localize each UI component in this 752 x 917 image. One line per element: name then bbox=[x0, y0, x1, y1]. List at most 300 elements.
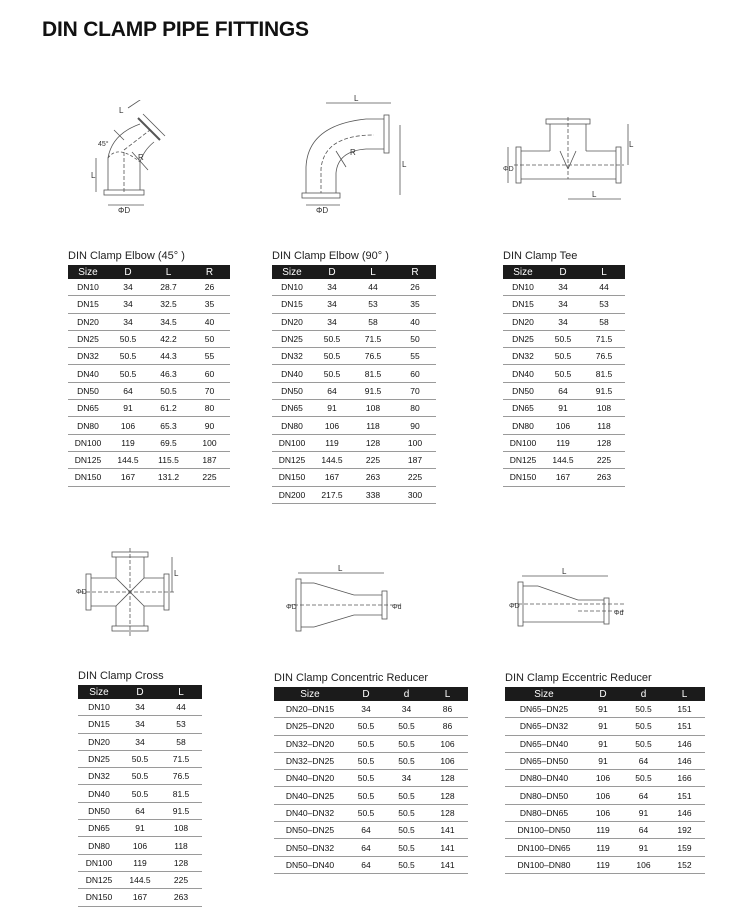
table-cell: DN15 bbox=[78, 716, 120, 733]
table-cell: DN25 bbox=[503, 330, 543, 347]
table-cell: 50.5 bbox=[623, 770, 664, 787]
table-cell: 50.5 bbox=[543, 365, 583, 382]
table-cell: 44.3 bbox=[148, 348, 189, 365]
table-cell: DN80–DN40 bbox=[505, 770, 583, 787]
table-cell: 187 bbox=[189, 451, 230, 468]
table-cell: 217.5 bbox=[312, 486, 352, 503]
table-row bbox=[68, 296, 230, 313]
table-cell: DN25 bbox=[68, 330, 108, 347]
table-cell: 50.5 bbox=[312, 348, 352, 365]
table-cell: 119 bbox=[108, 434, 148, 451]
table-cell: 50.5 bbox=[346, 752, 386, 769]
table-cell: DN125 bbox=[272, 451, 312, 468]
column-header: L bbox=[427, 687, 468, 701]
table-cell: 225 bbox=[160, 871, 202, 888]
table-cell: 187 bbox=[394, 451, 436, 468]
table-row bbox=[78, 837, 202, 854]
table-cell: 28.7 bbox=[148, 279, 189, 296]
table-cell: 338 bbox=[352, 486, 394, 503]
table-cell: 91.5 bbox=[352, 382, 394, 399]
table-row bbox=[272, 313, 436, 330]
table-caption: DIN Clamp Concentric Reducer bbox=[274, 672, 429, 684]
table-cell: 128 bbox=[583, 434, 625, 451]
table-cell: 34 bbox=[543, 296, 583, 313]
table-cell: 64 bbox=[346, 839, 386, 856]
table-cell: 141 bbox=[427, 839, 468, 856]
table-row bbox=[272, 434, 436, 451]
table-row bbox=[503, 348, 625, 365]
table-cell: DN32 bbox=[503, 348, 543, 365]
table-cell: 106 bbox=[583, 804, 623, 821]
table-row bbox=[68, 417, 230, 434]
table-cell: 118 bbox=[352, 417, 394, 434]
table-row bbox=[272, 348, 436, 365]
table-cell: 106 bbox=[312, 417, 352, 434]
tee-l-bottom-label: L bbox=[592, 190, 597, 199]
table-cell: 300 bbox=[394, 486, 436, 503]
table-cell: 225 bbox=[394, 469, 436, 486]
table-row bbox=[78, 768, 202, 785]
table-cell: 35 bbox=[189, 296, 230, 313]
table-cell: 91 bbox=[623, 839, 664, 856]
table-cell: 263 bbox=[160, 889, 202, 906]
table-cell: DN50–DN40 bbox=[274, 856, 346, 873]
column-header: L bbox=[583, 265, 625, 279]
table-cell: 50.5 bbox=[623, 701, 664, 718]
table-cell: 55 bbox=[394, 348, 436, 365]
table-cell: 34 bbox=[108, 313, 148, 330]
column-header: L bbox=[664, 687, 705, 701]
table-row bbox=[78, 750, 202, 767]
table-cell: DN10 bbox=[272, 279, 312, 296]
table-cell: 100 bbox=[189, 434, 230, 451]
table-cell: 167 bbox=[108, 469, 148, 486]
table-row bbox=[68, 400, 230, 417]
table-row bbox=[503, 279, 625, 296]
table-cell: 50.5 bbox=[108, 330, 148, 347]
table-cell: 50.5 bbox=[386, 787, 427, 804]
table-cell: 50 bbox=[189, 330, 230, 347]
table-cell: DN40–DN25 bbox=[274, 787, 346, 804]
table-row bbox=[503, 382, 625, 399]
table-cell: DN100–DN65 bbox=[505, 839, 583, 856]
cross-table bbox=[78, 685, 202, 907]
table-row bbox=[274, 839, 468, 856]
table-row bbox=[505, 856, 705, 873]
table-cell: 144.5 bbox=[543, 451, 583, 468]
table-cell: DN50 bbox=[272, 382, 312, 399]
elbow-45-diagram bbox=[88, 100, 198, 218]
column-header: d bbox=[386, 687, 427, 701]
table-cell: 34 bbox=[543, 313, 583, 330]
table-row bbox=[503, 451, 625, 468]
page-title: DIN CLAMP PIPE FITTINGS bbox=[42, 18, 309, 41]
table-row bbox=[274, 752, 468, 769]
table-cell: 90 bbox=[189, 417, 230, 434]
table-cell: DN50–DN32 bbox=[274, 839, 346, 856]
table-cell: 141 bbox=[427, 822, 468, 839]
table-cell: DN65–DN40 bbox=[505, 735, 583, 752]
table-cell: 91 bbox=[543, 400, 583, 417]
tee-d-label: ΦD bbox=[503, 166, 514, 173]
elbow-90-r-label: R bbox=[350, 148, 356, 157]
table-cell: 34 bbox=[346, 701, 386, 718]
table-cell: 91 bbox=[583, 752, 623, 769]
table-cell: 50.5 bbox=[346, 804, 386, 821]
table-cell: 55 bbox=[189, 348, 230, 365]
table-cell: 106 bbox=[120, 837, 160, 854]
table-cell: DN10 bbox=[503, 279, 543, 296]
table-cell: 65.3 bbox=[148, 417, 189, 434]
table-cell: 50.5 bbox=[386, 804, 427, 821]
table-cell: 108 bbox=[583, 400, 625, 417]
table-row bbox=[272, 469, 436, 486]
table-cell: 144.5 bbox=[312, 451, 352, 468]
table-caption: DIN Clamp Tee bbox=[503, 250, 578, 262]
table-cell: 225 bbox=[583, 451, 625, 468]
elbow-45-l-label: L bbox=[91, 171, 96, 180]
table-cell: DN32 bbox=[78, 768, 120, 785]
table-header-row bbox=[505, 687, 705, 701]
table-row bbox=[274, 701, 468, 718]
table-cell: 50.5 bbox=[386, 822, 427, 839]
tee-table bbox=[503, 265, 625, 487]
table-cell: 192 bbox=[664, 822, 705, 839]
table-row bbox=[274, 822, 468, 839]
table-cell: DN32–DN25 bbox=[274, 752, 346, 769]
table-row bbox=[68, 279, 230, 296]
table-cell: DN65 bbox=[78, 820, 120, 837]
table-row bbox=[272, 486, 436, 503]
table-cell: 91 bbox=[120, 820, 160, 837]
concentric-l-label: L bbox=[338, 565, 343, 573]
table-cell: 34 bbox=[312, 296, 352, 313]
table-cell: 86 bbox=[427, 718, 468, 735]
table-row bbox=[272, 417, 436, 434]
table-cell: 146 bbox=[664, 752, 705, 769]
table-row bbox=[272, 365, 436, 382]
table-row bbox=[274, 804, 468, 821]
table-cell: DN25 bbox=[78, 750, 120, 767]
table-cell: 64 bbox=[346, 822, 386, 839]
table-cell: 34 bbox=[120, 716, 160, 733]
table-cell: DN65 bbox=[272, 400, 312, 417]
table-row bbox=[274, 735, 468, 752]
table-cell: 50.5 bbox=[543, 330, 583, 347]
table-cell: 71.5 bbox=[583, 330, 625, 347]
table-cell: DN50 bbox=[503, 382, 543, 399]
table-cell: DN40 bbox=[78, 785, 120, 802]
table-cell: 151 bbox=[664, 718, 705, 735]
table-row bbox=[272, 451, 436, 468]
table-cell: 119 bbox=[120, 854, 160, 871]
table-cell: 91 bbox=[312, 400, 352, 417]
table-cell: 32.5 bbox=[148, 296, 189, 313]
table-cell: 144.5 bbox=[108, 451, 148, 468]
table-header-row bbox=[274, 687, 468, 701]
table-row bbox=[503, 417, 625, 434]
column-header: Size bbox=[68, 265, 108, 279]
table-cell: DN80–DN65 bbox=[505, 804, 583, 821]
table-cell: DN150 bbox=[272, 469, 312, 486]
table-cell: 64 bbox=[120, 802, 160, 819]
table-cell: DN32 bbox=[68, 348, 108, 365]
table-cell: DN50 bbox=[68, 382, 108, 399]
table-cell: 159 bbox=[664, 839, 705, 856]
table-row bbox=[272, 296, 436, 313]
elbow-90-diagram bbox=[296, 95, 408, 217]
table-cell: 128 bbox=[427, 787, 468, 804]
eccentric-l-label: L bbox=[562, 568, 567, 576]
table-cell: DN125 bbox=[503, 451, 543, 468]
table-cell: 71.5 bbox=[160, 750, 202, 767]
table-cell: 69.5 bbox=[148, 434, 189, 451]
concentric-reducer-table bbox=[274, 687, 468, 874]
table-cell: 34 bbox=[108, 296, 148, 313]
table-cell: DN125 bbox=[78, 871, 120, 888]
table-row bbox=[503, 330, 625, 347]
table-cell: 44 bbox=[583, 279, 625, 296]
table-cell: 50.5 bbox=[120, 768, 160, 785]
column-header: R bbox=[189, 265, 230, 279]
table-row bbox=[68, 469, 230, 486]
table-cell: DN80–DN50 bbox=[505, 787, 583, 804]
column-header: Size bbox=[274, 687, 346, 701]
table-cell: 50.5 bbox=[386, 839, 427, 856]
column-header: D bbox=[120, 685, 160, 699]
table-row bbox=[503, 296, 625, 313]
table-caption: DIN Clamp Eccentric Reducer bbox=[505, 672, 652, 684]
table-cell: 225 bbox=[189, 469, 230, 486]
table-cell: 106 bbox=[583, 787, 623, 804]
table-caption: DIN Clamp Elbow (90° ) bbox=[272, 250, 389, 262]
table-cell: 128 bbox=[427, 804, 468, 821]
elbow-45-table bbox=[68, 265, 230, 487]
table-cell: DN65 bbox=[68, 400, 108, 417]
table-row bbox=[78, 699, 202, 716]
table-cell: 108 bbox=[160, 820, 202, 837]
table-cell: 128 bbox=[427, 770, 468, 787]
table-cell: 80 bbox=[189, 400, 230, 417]
cross-l-label: L bbox=[174, 569, 179, 578]
elbow-90-l-top-label: L bbox=[354, 95, 359, 103]
table-cell: DN40 bbox=[68, 365, 108, 382]
table-row bbox=[505, 701, 705, 718]
table-cell: 50.5 bbox=[148, 382, 189, 399]
table-cell: 34 bbox=[386, 701, 427, 718]
table-cell: 76.5 bbox=[160, 768, 202, 785]
table-row bbox=[505, 718, 705, 735]
table-row bbox=[68, 330, 230, 347]
table-row bbox=[78, 785, 202, 802]
table-row bbox=[68, 451, 230, 468]
table-cell: 50.5 bbox=[386, 735, 427, 752]
table-cell: 50.5 bbox=[108, 365, 148, 382]
table-cell: 146 bbox=[664, 735, 705, 752]
elbow-45-angle-label: 45° bbox=[98, 141, 109, 148]
table-cell: 35 bbox=[394, 296, 436, 313]
elbow-45-table-block bbox=[68, 250, 230, 487]
table-cell: 64 bbox=[312, 382, 352, 399]
table-cell: 91 bbox=[583, 701, 623, 718]
table-row bbox=[274, 856, 468, 873]
table-cell: 34 bbox=[108, 279, 148, 296]
table-row bbox=[505, 770, 705, 787]
table-cell: 53 bbox=[583, 296, 625, 313]
table-cell: 131.2 bbox=[148, 469, 189, 486]
table-cell: 53 bbox=[160, 716, 202, 733]
table-cell: 71.5 bbox=[352, 330, 394, 347]
table-cell: 167 bbox=[543, 469, 583, 486]
table-cell: DN32–DN20 bbox=[274, 735, 346, 752]
table-cell: 50.5 bbox=[346, 735, 386, 752]
table-row bbox=[78, 733, 202, 750]
elbow-45-l2-label: L bbox=[119, 106, 124, 115]
table-cell: DN65–DN50 bbox=[505, 752, 583, 769]
table-cell: 50.5 bbox=[623, 735, 664, 752]
table-cell: 50.5 bbox=[312, 330, 352, 347]
table-cell: 128 bbox=[352, 434, 394, 451]
table-cell: 91 bbox=[583, 718, 623, 735]
table-cell: 42.2 bbox=[148, 330, 189, 347]
table-cell: 34 bbox=[120, 733, 160, 750]
elbow-45-r-label: R bbox=[138, 153, 144, 162]
table-caption: DIN Clamp Elbow (45° ) bbox=[68, 250, 185, 262]
table-cell: 91.5 bbox=[583, 382, 625, 399]
table-cell: 61.2 bbox=[148, 400, 189, 417]
elbow-90-table-block bbox=[272, 250, 436, 504]
table-row bbox=[68, 348, 230, 365]
tee-table-block bbox=[503, 250, 625, 487]
table-cell: 50.5 bbox=[543, 348, 583, 365]
table-cell: DN32 bbox=[272, 348, 312, 365]
table-cell: 91 bbox=[623, 804, 664, 821]
table-cell: 50.5 bbox=[108, 348, 148, 365]
table-row bbox=[503, 434, 625, 451]
table-cell: 60 bbox=[189, 365, 230, 382]
table-row bbox=[274, 787, 468, 804]
table-cell: 90 bbox=[394, 417, 436, 434]
table-cell: 81.5 bbox=[160, 785, 202, 802]
table-cell: 50.5 bbox=[623, 718, 664, 735]
table-row bbox=[68, 313, 230, 330]
table-cell: DN10 bbox=[68, 279, 108, 296]
table-row bbox=[68, 365, 230, 382]
table-row bbox=[78, 854, 202, 871]
table-cell: 64 bbox=[108, 382, 148, 399]
table-cell: DN100–DN50 bbox=[505, 822, 583, 839]
column-header: Size bbox=[78, 685, 120, 699]
table-cell: 106 bbox=[427, 752, 468, 769]
table-cell: 108 bbox=[352, 400, 394, 417]
table-cell: 167 bbox=[120, 889, 160, 906]
table-cell: 118 bbox=[160, 837, 202, 854]
table-cell: DN150 bbox=[68, 469, 108, 486]
table-row bbox=[272, 400, 436, 417]
column-header: R bbox=[394, 265, 436, 279]
eccentric-d-label: ΦD bbox=[509, 603, 520, 610]
table-cell: 50.5 bbox=[386, 752, 427, 769]
concentric-reducer-diagram bbox=[284, 565, 414, 637]
eccentric-small-d-label: Φd bbox=[614, 610, 624, 617]
table-cell: 70 bbox=[189, 382, 230, 399]
table-cell: 64 bbox=[543, 382, 583, 399]
table-cell: DN50–DN25 bbox=[274, 822, 346, 839]
table-row bbox=[272, 279, 436, 296]
table-cell: 119 bbox=[583, 822, 623, 839]
table-cell: 34.5 bbox=[148, 313, 189, 330]
table-cell: 100 bbox=[394, 434, 436, 451]
column-header: D bbox=[108, 265, 148, 279]
table-cell: 26 bbox=[394, 279, 436, 296]
table-cell: 44 bbox=[160, 699, 202, 716]
table-cell: 34 bbox=[312, 313, 352, 330]
cross-diagram bbox=[72, 548, 184, 640]
table-row bbox=[272, 330, 436, 347]
table-cell: DN150 bbox=[503, 469, 543, 486]
table-cell: 50.5 bbox=[386, 718, 427, 735]
table-cell: 46.3 bbox=[148, 365, 189, 382]
table-cell: 81.5 bbox=[583, 365, 625, 382]
elbow-45-d-label: ΦD bbox=[118, 206, 131, 215]
table-cell: DN100 bbox=[78, 854, 120, 871]
elbow-90-table bbox=[272, 265, 436, 504]
table-cell: 166 bbox=[664, 770, 705, 787]
table-cell: 151 bbox=[664, 701, 705, 718]
cross-table-block bbox=[78, 670, 202, 907]
table-cell: 34 bbox=[120, 699, 160, 716]
column-header: D bbox=[346, 687, 386, 701]
table-row bbox=[505, 822, 705, 839]
table-cell: 151 bbox=[664, 787, 705, 804]
table-row bbox=[78, 889, 202, 906]
table-header-row bbox=[272, 265, 436, 279]
table-cell: DN20 bbox=[503, 313, 543, 330]
table-cell: 263 bbox=[583, 469, 625, 486]
table-cell: 91.5 bbox=[160, 802, 202, 819]
column-header: L bbox=[160, 685, 202, 699]
table-cell: 50 bbox=[394, 330, 436, 347]
table-cell: DN15 bbox=[68, 296, 108, 313]
table-row bbox=[78, 871, 202, 888]
column-header: Size bbox=[503, 265, 543, 279]
column-header: D bbox=[312, 265, 352, 279]
table-cell: DN40 bbox=[503, 365, 543, 382]
table-cell: 50.5 bbox=[312, 365, 352, 382]
concentric-small-d-label: Φd bbox=[392, 604, 402, 611]
table-cell: 119 bbox=[543, 434, 583, 451]
table-cell: 152 bbox=[664, 856, 705, 873]
table-cell: 50.5 bbox=[386, 856, 427, 873]
table-cell: DN20 bbox=[78, 733, 120, 750]
table-cell: 141 bbox=[427, 856, 468, 873]
eccentric-reducer-table bbox=[505, 687, 705, 874]
table-cell: DN100 bbox=[68, 434, 108, 451]
table-cell: 86 bbox=[427, 701, 468, 718]
table-cell: 40 bbox=[189, 313, 230, 330]
table-cell: 34 bbox=[543, 279, 583, 296]
elbow-90-l-side-label: L bbox=[402, 160, 407, 169]
column-header: d bbox=[623, 687, 664, 701]
table-cell: DN20 bbox=[68, 313, 108, 330]
table-cell: DN65–DN32 bbox=[505, 718, 583, 735]
table-cell: 118 bbox=[583, 417, 625, 434]
table-cell: 60 bbox=[394, 365, 436, 382]
table-row bbox=[68, 382, 230, 399]
table-row bbox=[78, 802, 202, 819]
table-cell: DN150 bbox=[78, 889, 120, 906]
table-cell: DN25 bbox=[272, 330, 312, 347]
